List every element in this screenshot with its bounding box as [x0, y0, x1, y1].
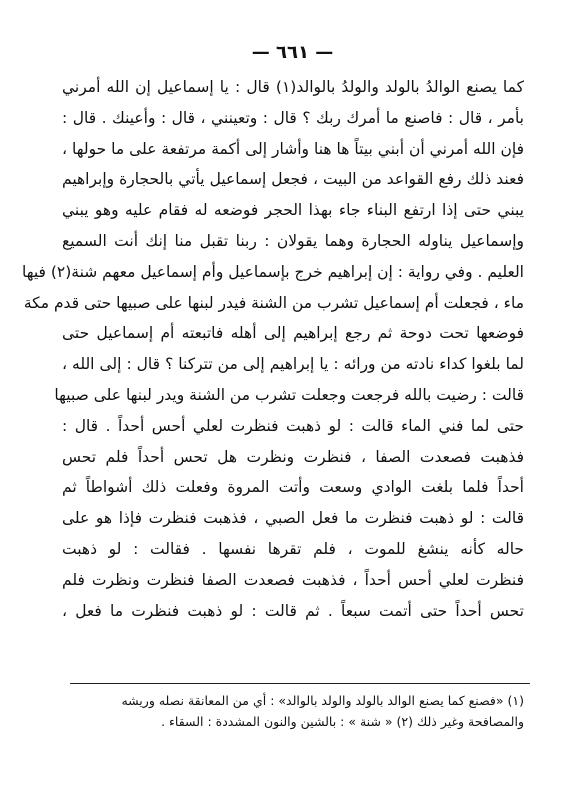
text-line: كما يصنع الوالدُ بالولد والولدُ بالوالد(١) قال : يا إسماعيل إن الله أمرني	[62, 78, 524, 96]
text-line: فذهبت فصعدت الصفا ، فنظرت ونظرت هل تحس أحداً فلم تحس	[62, 447, 524, 466]
text-line: تحس أحداً حتى أتمت سبعاً . ثم قالت : لو ذهبت فنظرت ما فعل ،	[62, 601, 524, 620]
page-number: — ٦٦١ —	[251, 42, 334, 63]
text-line: ماء ، فجعلت أم إسماعيل تشرب من الشنة فيدر لبنها على صبيها حتى قدم مكة	[23, 293, 524, 312]
footnote-divider	[70, 683, 530, 684]
text-line: وإسماعيل يناوله الحجارة وهما يقولان : ربنا تقبل منا إنك أنت السميع	[62, 231, 524, 250]
text-line: قالت : لو ذهبت فنظرت ما فعل الصبي ، فذهبت فنظرت فإذا هو على	[62, 509, 524, 528]
text-line: لما بلغوا كداء نادته من ورائه : يا إبراهيم إلى من تتركنا ؟ قال : إلى الله ،	[62, 355, 524, 374]
text-line: حتى لما فني الماء قالت : لو ذهبت فنظرت لعلي أحس أحداً . قال :	[62, 416, 524, 435]
footnote-line: (١) «فصنع كما يصنع الوالد بالولد والولد بالوالد» : أي من المعانقة نصله وريشه	[121, 693, 524, 708]
footnotes	[62, 690, 524, 732]
text-line: فوضعها تحت دوحة ثم رجع إبراهيم إلى أهله فاتبعته أم إسماعيل حتى	[62, 324, 524, 343]
text-line: بأمر ، قال : فاصنع ما أمرك ربك ؟ قال : وتعينني ، قال : وأعينك . قال :	[62, 108, 524, 127]
text-line: فعند ذلك رفع القواعد من البيت ، فجعل إسماعيل يأتي بالحجارة وإبراهيم	[62, 170, 524, 189]
footnote-line: والمصافحة وغير ذلك (٢) « شنة » : بالشين والنون المشددة : السقاء .	[161, 714, 524, 729]
text-line: فإن الله أمرني أن أبني بيتاً ها هنا وأشار إلى أكمة مرتفعة على ما حولها ،	[62, 139, 524, 158]
body-text	[21, 72, 524, 626]
text-line: يبني حتى إذا ارتفع البناء جاء بهذا الحجر فوضعه له فقام عليه وهو يبني	[62, 201, 524, 220]
text-line: فنظرت لعلي أحس أحداً ، فذهبت فصعدت الصفا فنظرت ونظرت فلم	[62, 570, 524, 589]
text-line: قالت : رضيت بالله فرجعت وجعلت تشرب من الشنة ويدر لبنها على صبيها	[54, 385, 524, 404]
text-line: حاله كأنه ينشغ للموت ، فلم تقرها نفسها . فقالت : لو ذهبت	[62, 539, 524, 558]
text-line: أحداً فلما بلغت الوادي وسعت وأتت المروة وفعلت ذلك أشواطاً ثم	[62, 478, 524, 497]
text-line: العليم . وفي رواية : إن إبراهيم خرج بإسماعيل وأم إسماعيل معهم شنة(٢) فيها	[21, 262, 524, 281]
